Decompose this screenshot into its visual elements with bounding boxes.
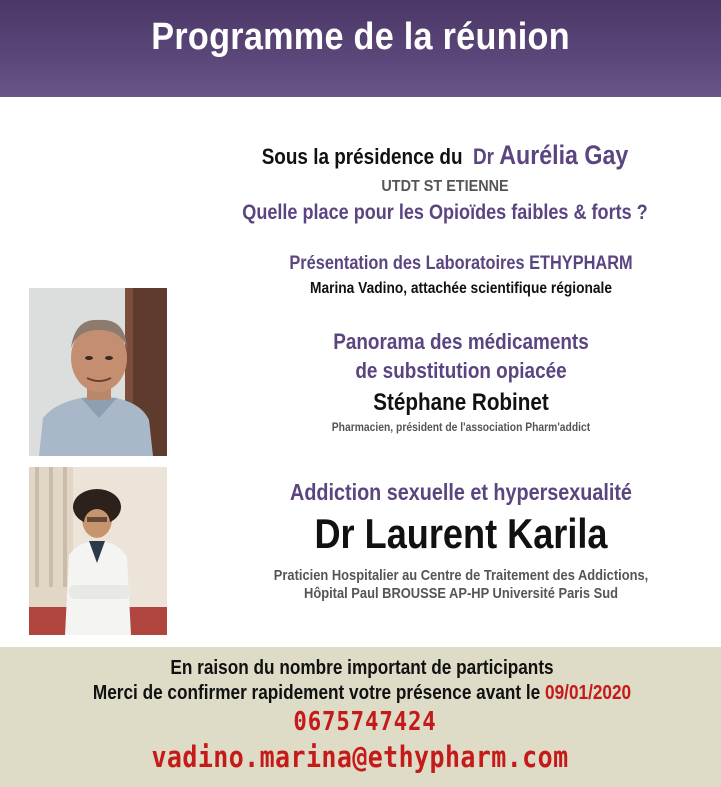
chair-affiliation: UTDT ST ETIENNE xyxy=(381,178,509,195)
speaker-photo-stephane-robinet xyxy=(29,288,167,456)
session2-role: Pharmacien, président de l'association Pharm'addict xyxy=(331,420,591,434)
footer-line2 xyxy=(93,682,631,705)
session2-heading-line2: de substitution opiacée xyxy=(355,358,567,383)
deadline-date: 09/01/2020 xyxy=(545,682,632,704)
session1-speaker: Marina Vadino, attachée scientifique régionale xyxy=(309,280,613,297)
session3-role-line1: Praticien Hospitalier au Centre de Traitement des Addictions, xyxy=(273,567,649,584)
footer-line2-text: Merci de confirmer rapidement votre présence avant le xyxy=(92,682,541,704)
chair-line xyxy=(262,140,629,171)
speaker-photo-laurent-karila xyxy=(29,467,167,635)
footer-line1: En raison du nombre important de participants xyxy=(170,657,554,679)
chair-prefix: Sous la présidence du xyxy=(261,144,463,169)
contact-email[interactable]: vadino.marina@ethypharm.com xyxy=(151,740,569,774)
session3-heading: Addiction sexuelle et hypersexualité xyxy=(290,479,632,505)
session2-heading-line1: Panorama des médicaments xyxy=(333,329,589,354)
chair-topic: Quelle place pour les Opioïdes faibles & forts ? xyxy=(242,201,648,224)
contact-phone[interactable]: 0675747424 xyxy=(293,707,437,737)
session2-speaker: Stéphane Robinet xyxy=(373,389,549,416)
session3-role-line2: Hôpital Paul BROUSSE AP-HP Université Paris Sud xyxy=(304,585,618,602)
portrait-illustration xyxy=(29,467,167,635)
header-banner xyxy=(0,0,721,97)
portrait-illustration xyxy=(29,288,167,456)
session1-heading: Présentation des Laboratoires ETHYPHARM xyxy=(289,253,633,274)
page-title: Programme de la réunion xyxy=(151,16,570,58)
chair-title: Dr xyxy=(472,144,494,169)
chair-name: Aurélia Gay xyxy=(499,140,629,170)
session3-speaker: Dr Laurent Karila xyxy=(314,510,608,557)
